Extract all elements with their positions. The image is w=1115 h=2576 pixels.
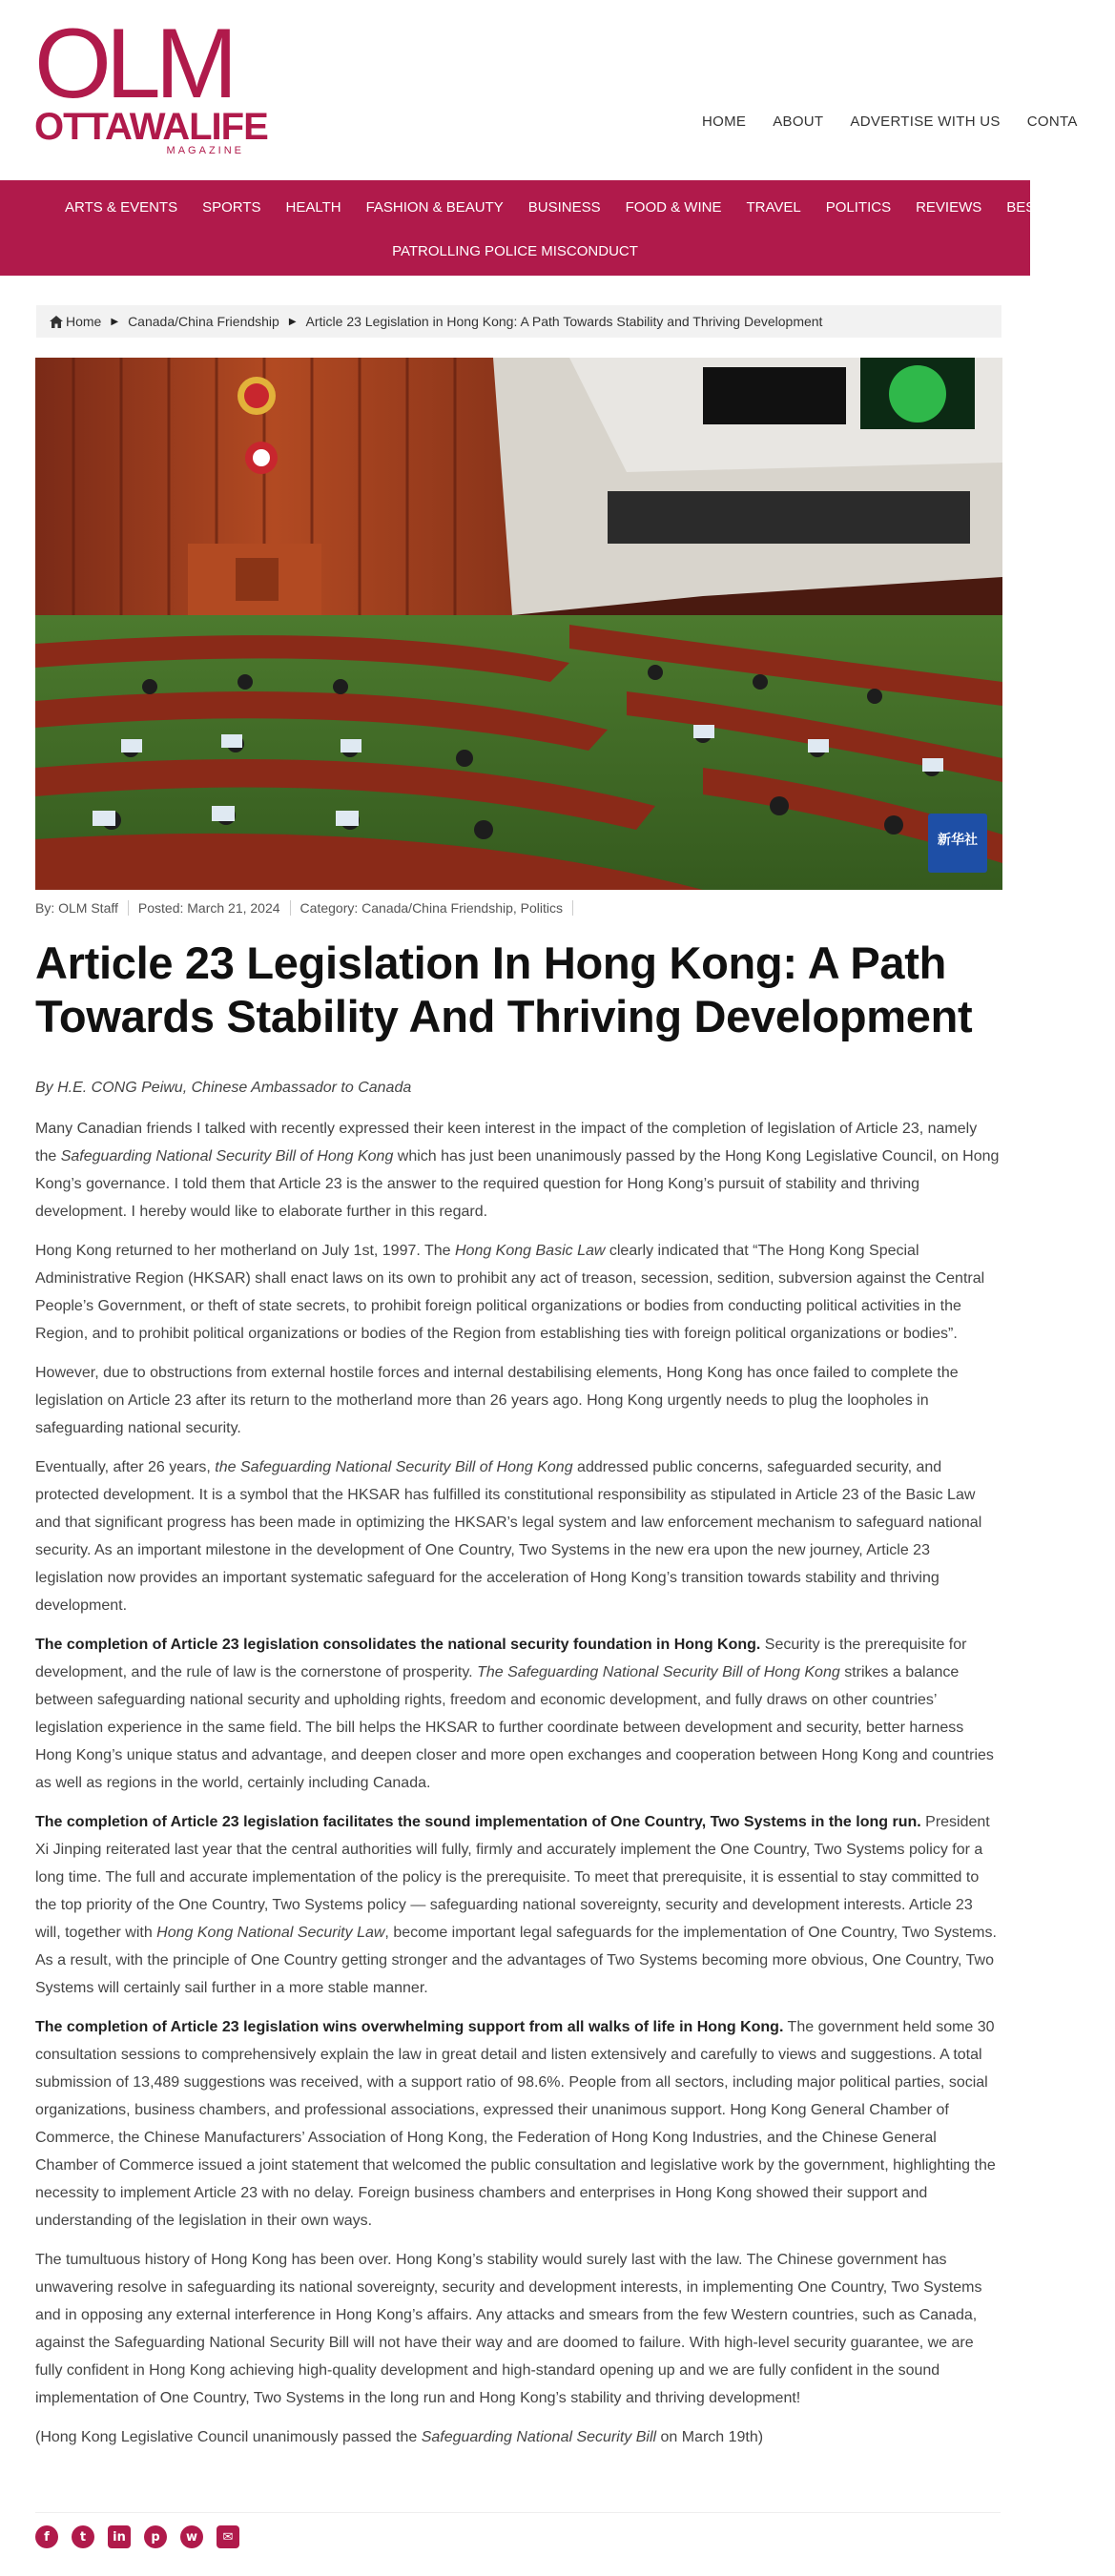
logo-ottawalife: OTTAWALIFE [34, 106, 268, 148]
breadcrumb-separator-icon: ▶ [111, 316, 119, 327]
category-politics[interactable]: POLITICS [825, 199, 892, 216]
article-byline: By H.E. CONG Peiwu, Chinese Ambassador to Canada [35, 1080, 412, 1096]
category-travel[interactable]: TRAVEL [746, 199, 801, 216]
legislative-chamber-image [35, 358, 1002, 890]
article-title: Article 23 Legislation In Hong Kong: A Path Towards Stability And Thriving Development [35, 938, 973, 1041]
site-header [0, 0, 1078, 180]
share-bar [35, 2525, 239, 2548]
paragraph-9: (Hong Kong Legislative Council unanimously passed the Safeguarding National Security Bill on March 19th) [35, 2429, 764, 2445]
breadcrumb-section[interactable]: Canada/China Friendship [128, 314, 279, 329]
article-body [35, 1074, 1001, 2463]
top-navigation [702, 113, 1105, 130]
category-row-2 [0, 237, 1030, 266]
facebook-icon[interactable]: f [35, 2525, 58, 2548]
category-sports[interactable]: SPORTS [202, 199, 261, 216]
category-bar [0, 180, 1091, 276]
topnav-about[interactable]: ABOUT [773, 113, 824, 130]
breadcrumb-home[interactable]: Home [66, 314, 102, 329]
category-arts-events[interactable]: ARTS & EVENTS [65, 199, 178, 216]
logo-magazine: MAGAZINE [166, 145, 244, 156]
whatsapp-icon[interactable]: w [180, 2525, 203, 2548]
email-icon[interactable]: ✉ [217, 2525, 239, 2548]
category-food-wine[interactable]: FOOD & WINE [625, 199, 722, 216]
post-date: Posted: March 21, 2024 [138, 900, 291, 916]
paragraph-4: Eventually, after 26 years, the Safeguarding National Security Bill of Hong Kong addressed public concerns, safeguarded security, and protected development. It is a symbol that the HKSAR has fulfilled its constitutional responsibility as stipulated in Article 23 of the Basic Law and that significant progress has been made in optimizing the HKSAR’s legal system and law enforcement mechanism to safeguard national security. As an important milestone in the development of One Country, Two Systems in the new era upon the new journey, Article 23 legislation now provides an important systematic safeguard for the acceleration of Hong Kong’s transition towards stability and thriving development. [35, 1459, 982, 1614]
paragraph-5: The completion of Article 23 legislation consolidates the national security foundation in Hong Kong. Security is the prerequisite for development, and the rule of law is the cornerstone of prosperity. The Safeguarding National Security Bill of Hong Kong strikes a balance between safeguarding national security and upholding rights, freedom and economic development, and fully draws on other countries’ legislation experience in the same field. The bill helps the HKSAR to further coordinate between development and security, better harness Hong Kong’s unique status and advantage, and deepen closer and more open exchanges and cooperation between Hong Kong and countries as well as regions in the world, certainly including Canada. [35, 1637, 994, 1791]
paragraph-2: Hong Kong returned to her motherland on July 1st, 1997. The Hong Kong Basic Law clearly indicated that “The Hong Kong Special Administrative Region (HKSAR) shall enact laws on its own to prohibit any act of treason, secession, sedition, subversion against the Central People’s Government, or theft of state secrets, to prohibit foreign political organizations or bodies from conducting political activities in the Region, and to prohibit political organizations or bodies of the Region from establishing ties with foreign political organizations or bodies”. [35, 1243, 985, 1342]
post-author[interactable]: By: OLM Staff [35, 900, 129, 916]
paragraph-7: The completion of Article 23 legislation wins overwhelming support from all walks of life in Hong Kong. The government held some 30 consultation sessions to comprehensively explain the law in great detail and listen extensively and carefully to views and suggestions. A total submission of 13,489 suggestions was received, with a support ratio of 98.6%. People from all sectors, including major political parties, social organizations, business chambers, and professional associations, expressed their unanimous support. Hong Kong General Chamber of Commerce, the Chinese Manufacturers’ Association of Hong Kong, the Federation of Hong Kong Industries, and the Chinese General Chamber of Commerce issued a joint statement that welcomed the public consultation and legislative work by the government, highlighting the necessity to implement Article 23 with no delay. Foreign business chambers and enterprises in Hong Kong showed their support and understanding of the legislation in their own ways. [35, 2019, 996, 2229]
site-logo[interactable] [34, 9, 279, 159]
pinterest-icon[interactable]: p [144, 2525, 167, 2548]
category-best-picks[interactable]: BEST PICKS [1006, 199, 1091, 216]
topnav-contact[interactable]: CONTA [1026, 113, 1078, 130]
category-reviews[interactable]: REVIEWS [916, 199, 982, 216]
category-business[interactable]: BUSINESS [527, 199, 601, 216]
share-divider [35, 2512, 1001, 2513]
category-fashion-beauty[interactable]: FASHION & BEAUTY [365, 199, 504, 216]
breadcrumb-current: Article 23 Legislation in Hong Kong: A Path Towards Stability and Thriving Development [305, 314, 823, 329]
paragraph-3: However, due to obstructions from external hostile forces and internal destabilising elements, Hong Kong has once failed to complete the legislation on Article 23 after its return to the motherland more than 26 years ago. Hong Kong urgently needs to plug the loopholes in safeguarding national security. [35, 1365, 959, 1436]
paragraph-8: The tumultuous history of Hong Kong has been over. Hong Kong’s stability would surely last with the law. The Chinese government has unwavering resolve in safeguarding its national sovereignty, security and development interests, in implementing One Country, Two Systems and in opposing any external interference in Hong Kong’s affairs. Any attacks and smears from the few Western countries, such as Canada, against the Safeguarding National Security Bill will not have their way and are doomed to failure. With high-level security guarantee, we are fully confident in Hong Kong achieving high-quality development and high-standard opening up and we are fully confident in the sound implementation of One Country, Two Systems in the long run and Hong Kong’s stability and thriving development! [35, 2252, 982, 2406]
topnav-home[interactable]: HOME [702, 113, 747, 130]
post-category[interactable]: Category: Canada/China Friendship, Politics [300, 900, 573, 916]
post-meta [35, 900, 583, 916]
breadcrumb-separator-icon: ▶ [288, 316, 297, 327]
category-row [65, 194, 1115, 222]
linkedin-icon[interactable]: in [108, 2525, 131, 2548]
logo-olm: OLM [34, 9, 233, 119]
hero-image [35, 358, 1002, 890]
topnav-advertise[interactable]: ADVERTISE WITH US [850, 113, 1001, 130]
home-icon [50, 316, 63, 328]
twitter-icon[interactable]: t [72, 2525, 94, 2548]
category-patrolling-police[interactable]: PATROLLING POLICE MISCONDUCT [392, 243, 638, 259]
breadcrumb [36, 305, 1001, 338]
category-health[interactable]: HEALTH [285, 199, 341, 216]
xinhua-watermark: 新华社 [938, 833, 978, 848]
paragraph-6: The completion of Article 23 legislation facilitates the sound implementation of One Country, Two Systems in the long run. President Xi Jinping reiterated last year that the central authorities will fully, firmly and accurately implement the One Country, Two Systems policy for a long time. The full and accurate implementation of the policy is the prerequisite. To meet that prerequisite, it is essential to stay committed to the top priority of the One Country, Two Systems policy — safeguarding national sovereignty, security and development interests. Article 23 will, together with Hong Kong National Security Law, become important legal safeguards for the implementation of One Country, Two Systems. As a result, with the principle of One Country getting stronger and the advantages of Two Systems becoming more obvious, One Country, Two Systems will certainly sail further in a more stable manner. [35, 1814, 997, 1996]
paragraph-1: Many Canadian friends I talked with recently expressed their keen interest in the impact of the completion of legislation of Article 23, namely the Safeguarding National Security Bill of Hong Kong which has just been unanimously passed by the Hong Kong Legislative Council, on Hong Kong’s governance. I told them that Article 23 is the answer to the required question for Hong Kong’s pursuit of stability and thriving development. I hereby would like to elaborate further in this regard. [35, 1121, 1000, 1220]
